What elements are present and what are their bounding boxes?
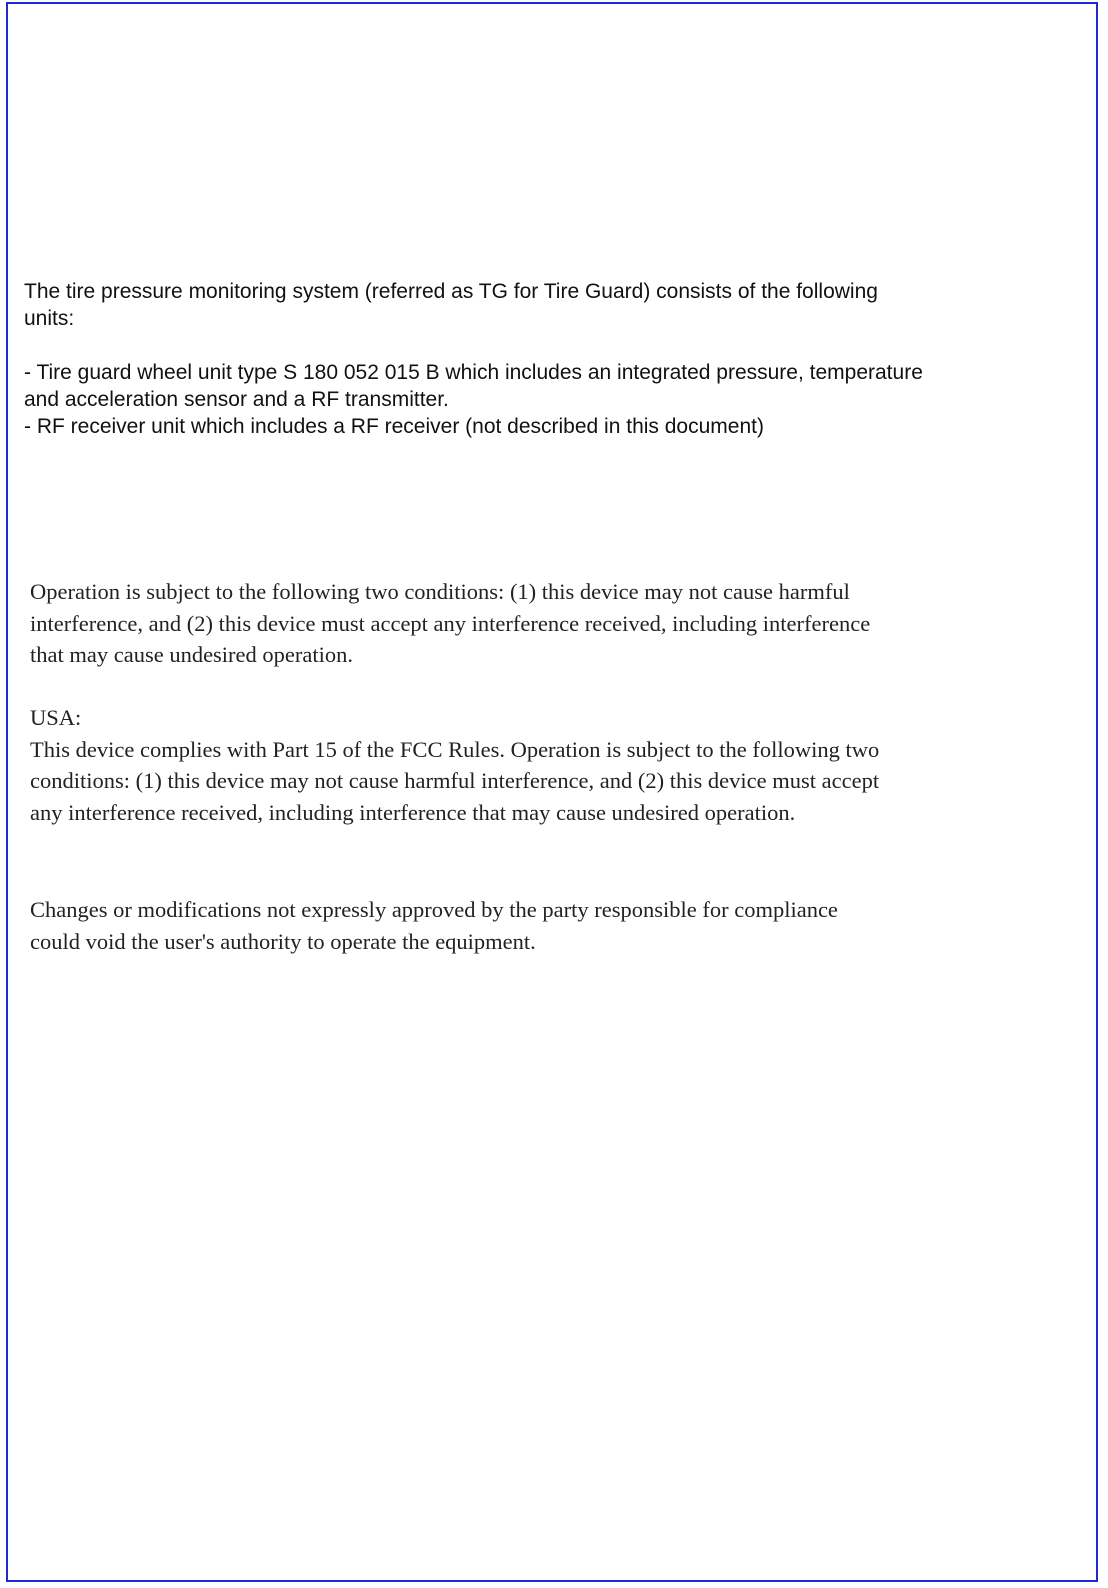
wheel-unit-line-2: and acceleration sensor and a RF transmitter. [24,388,449,411]
paragraph-gap [24,332,1074,359]
conditions-line-1: Operation is subject to the following two conditions: (1) this device may not cause harmful [30,579,850,604]
usa-line-2: conditions: (1) this device may not cause harmful interference, and (2) this device must accept [30,768,880,793]
modifications-warning [30,894,1080,957]
conditions-line-3: that may cause undesired operation. [30,642,354,667]
conditions-line-2: interference, and (2) this device must accept any interference received, including interference [30,610,871,636]
wheel-unit-line-1: - Tire guard wheel unit type S 180 052 015 B which includes an integrated pressure, temperature [24,361,923,384]
operation-conditions [30,576,1080,671]
receiver-unit-line: - RF receiver unit which includes a RF receiver (not described in this document) [24,415,764,438]
usa-heading: USA: [30,705,82,730]
usa-line-3: any interference received, including interference that may cause undesired operation. [30,799,796,825]
intro-line-2: units: [24,307,75,330]
changes-line-2: could void the user's authority to operate the equipment. [30,928,536,954]
usa-compliance [30,702,1080,828]
changes-line-1: Changes or modifications not expressly approved by the party responsible for compliance [30,897,838,922]
usa-line-1: This device complies with Part 15 of the FCC Rules. Operation is subject to the following two [30,736,880,762]
intro-line-1: The tire pressure monitoring system (referred as TG for Tire Guard) consists of the following [24,280,878,303]
system-description [24,278,1074,440]
